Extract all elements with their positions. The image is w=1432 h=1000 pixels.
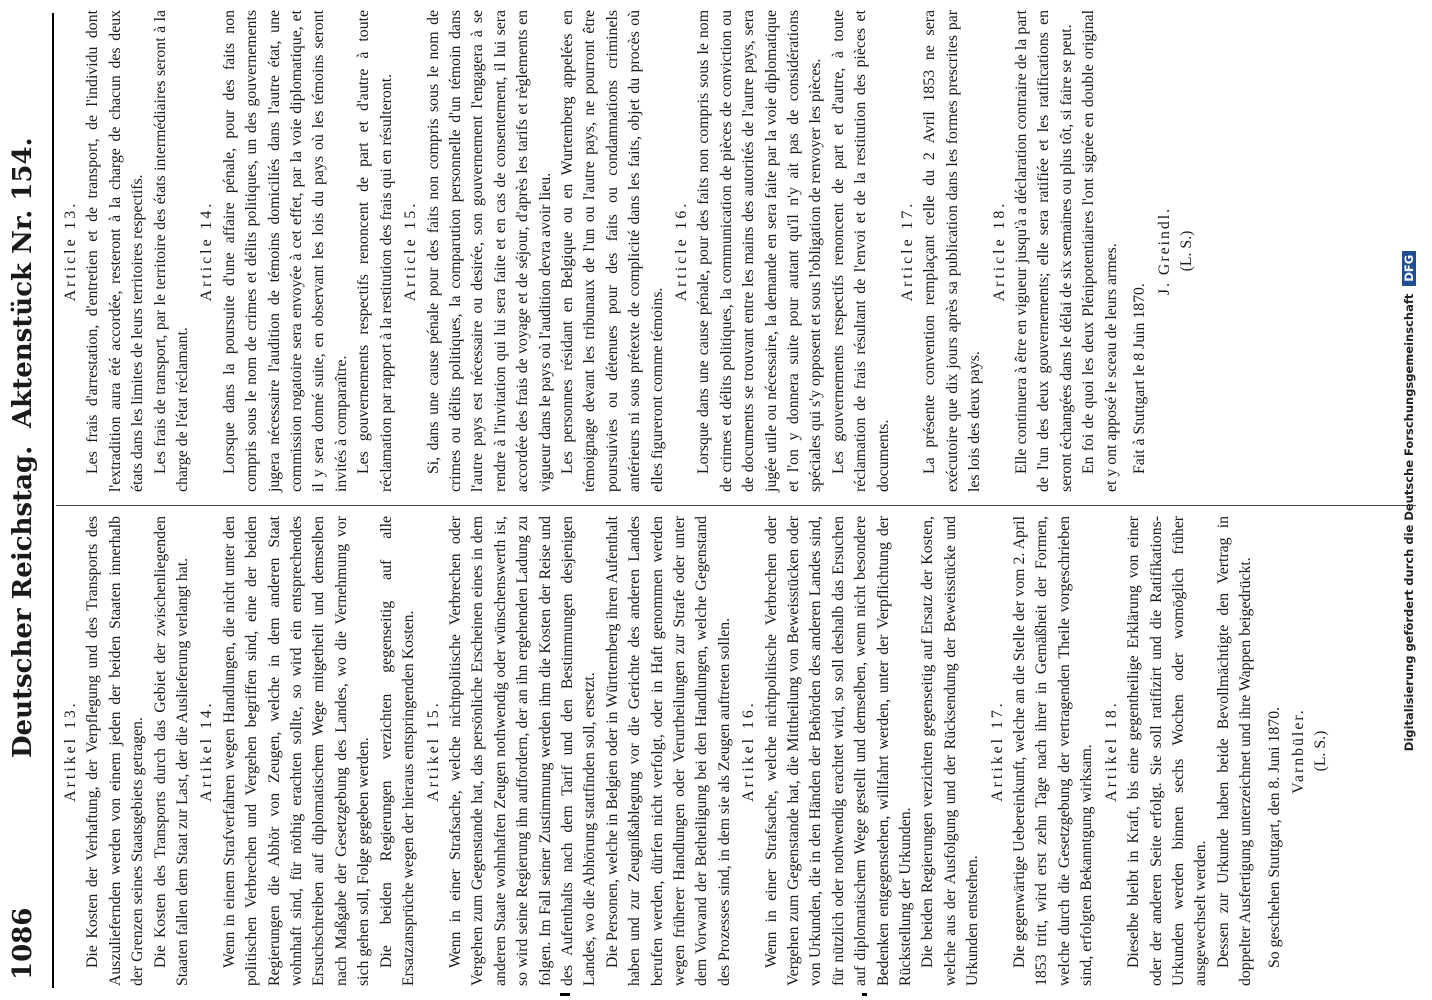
article-heading: Artikel 15. xyxy=(424,700,442,802)
seal-mark: (L. S.) xyxy=(1177,230,1195,272)
article-paragraph: Die beiden Regierungen verzichten gegenseitig auf alle Ersatzansprüche wegen der hieraus entspringenden Kosten. xyxy=(377,516,418,986)
article-paragraph: Les gouvernements respectifs renoncent de part et d'autre à toute réclamation par rapport à la restitution des frais qui en résulteront. xyxy=(355,10,395,492)
funding-note: Digitalisierung gefördert durch die Deutsche Forschungsgemeinschaft xyxy=(1402,293,1416,752)
article-paragraph: Wenn in einer Strafsache, welche nichtpolitische Verbrechen oder Vergehen zum Gegenstande hat, das persönliche Erscheinen eines in dem anderen Staate wohnhaften Zeugen nothwendig oder wünschenswerth ist, so wird seine Regierung ihn auffordern, der an ihn ergehenden Ladung zu folgen. Im Fall seiner Zustimmung werden ihm die Kosten der Reise und des Aufenthalts nach dem Tarif und den Bestimmungen desjenigen Landes, wo die Abhörung stattfinden soll, ersetzt. xyxy=(446,516,599,986)
article-block xyxy=(60,10,194,492)
article-paragraph: Die Kosten des Transports durch das Gebiet der zwischenliegenden Staaten fallen dem Staat zur Last, der die Auslieferung verlangt hat. xyxy=(151,516,192,986)
running-title-german: Deutscher Reichstag. xyxy=(8,445,38,758)
article-block xyxy=(738,516,984,986)
page-header xyxy=(0,13,54,988)
french-text-column xyxy=(58,10,1198,492)
article-paragraph: Les personnes résidant en Belgique ou en Wurtemberg appelées en témoignage devant les tribunaux de l'un ou l'autre pays, ne pourront être poursuivies ou détenues pour des faits ou condamnations criminels antérieurs ni sous prétexte de complicité dans les faits, objet du procès où elles figureront comme témoins. xyxy=(558,10,666,492)
article-block xyxy=(987,516,1099,986)
article-block xyxy=(897,10,987,492)
article-paragraph: Les gouvernements respectifs renoncent de part et d'autre, à toute réclamation de frais résultant de l'envoi et de la restitution des pièces et documents. xyxy=(829,10,892,492)
german-text-column xyxy=(58,516,1333,986)
article-paragraph: Die Kosten der Verhaftung, der Verpflegung und des Transports des Auszuliefernden werden von einem jeden der beiden Staaten innerhalb der Grenzen seines Staatsgebiets getragen. xyxy=(84,516,147,986)
scan-artifact xyxy=(862,993,867,996)
article-paragraph: Wenn in einer Strafsache, welche nichtpolitische Verbrechen oder Vergehen zum Gegenstande hat, die Mittheilung von Beweisstücken oder von Urkunden, die in den Händen der Behörden des anderen Landes sind, für nützlich oder nothwendig erachtet wird, so soll deshalb das Ersuchen auf diplomatischem Wege gestellt und demselben, wenn nicht besondere Bedenken entgegenstehen, willfahrt werden, unter der Verpflichtung der Rückstellung der Urkunden. xyxy=(762,516,915,986)
article-heading: Artikel 13. xyxy=(62,700,79,802)
article-paragraph: Dieselbe bleibt in Kraft, bis eine gegentheilige Erklärung von einer oder der anderen Seite erfolgt. Sie soll ratifizirt und die Ratifikations-Urkunden werden binnen sechs Wochen oder womöglich früher ausgewechselt werden. xyxy=(1125,516,1210,986)
article-block xyxy=(196,10,398,492)
seal-mark: (L. S.) xyxy=(1312,730,1330,772)
article-heading: Article 18. xyxy=(990,200,1008,302)
article-block xyxy=(423,516,737,986)
signature-place-date: Fait à Stuttgart le 8 Juin 1870. xyxy=(1131,283,1149,474)
article-paragraph: La présente convention remplaçant celle du 2 Avril 1853 ne sera exécutoire que dix jours après sa publication dans les formes prescrites par les lois des deux pays. xyxy=(921,10,984,492)
digitization-footer xyxy=(1402,16,1416,986)
article-paragraph: Die Personen, welche in Belgien oder in Württemberg ihren Aufenthalt haben und zur Zeugnißablegung vor die Gerichte des anderen Landes berufen werden, dürfen nicht verfolgt, oder in Haft genommen werden wegen früherer Handlungen oder Verurtheilungen zur Strafe oder unter dem Vorwand der Betheiligung bei den Handlungen, welche Gegenstand des Prozesses sind, in dem sie als Zeugen auftreten sollen. xyxy=(603,516,733,986)
scan-artifact xyxy=(560,993,570,996)
article-block xyxy=(196,516,420,986)
article-heading: Artikel 17. xyxy=(988,700,1006,802)
article-heading: Article 16. xyxy=(672,200,690,302)
article-heading: Article 13. xyxy=(62,200,79,302)
signatory-name: Varnbüler. xyxy=(1289,708,1307,794)
article-paragraph: Wenn in einem Strafverfahren wegen Handlungen, die nicht unter den politischen Verbrechen und Vergehen begriffen sind, eine der beiden Regierungen die Abhör von Zeugen, welche in dem anderen Staat wohnhaft sind, für nöthig erachten sollte, so wird ein entsprechendes Ersuchschreiben auf diplomatischem Wege mitgetheilt und demselben nach Maßgabe der Gesetzgebung des Landes, wo die Vernehmung vor sich gehen soll, Folge gegeben werden. xyxy=(220,516,373,986)
article-paragraph: Les frais de transport, par le territoire des états intermédiaires seront à la charge de l'état réclamant. xyxy=(151,10,192,492)
signatory-name: J. Greindl. xyxy=(1155,206,1173,296)
article-paragraph: Elle continuera à être en vigueur jusqu'à a déclaration contraire de la part de l'un des deux gouvernements; elle sera ratifiée et les ratifications en seront échangées dans le délai de six semaines ou plus tôt, si faire se peut. xyxy=(1013,10,1075,492)
article-block xyxy=(989,10,1123,492)
running-title-document-number: Aktenstück Nr. 154. xyxy=(8,137,38,428)
article-paragraph: Les frais d'arrestation, d'entretien et de transport, de l'individu dont l'extradition aura été accordée, resteront à la charge de chacun des deux états dans les limites de leurs territoires respectifs. xyxy=(84,10,147,492)
article-block xyxy=(60,516,194,986)
article-block xyxy=(400,10,669,492)
article-paragraph: Die gegenwärtige Uebereinkunft, welche an die Stelle der vom 2. April 1853 tritt, wird erst zehn Tage nach ihrer in Gemäßheit der Formen, welche durch die Gesetzgebung der vertragenden Theile vorgeschrieben sind, erfolgten Bekanntgung wirksam. xyxy=(1011,516,1096,986)
article-heading: Article 14. xyxy=(198,200,216,302)
article-heading: Article 15. xyxy=(402,200,420,302)
article-paragraph: Lorsque dans une cause pénale, pour des faits non compris sous le nom de crimes et délits politiques, la communication de pièces de conviction ou de documents se trouvant entre les mains des autorités de l'autre pays, sera jugée utile ou nécessaire, la demande en sera faite par la voie diplomatique et l'on y donnera suite pour autant qu'il n'y ait pas de considérations spéciales qui s'y opposent et sous l'obligation de renvoyer les pièces. xyxy=(695,10,825,492)
article-heading: Artikel 14. xyxy=(198,700,216,802)
article-block xyxy=(671,10,895,492)
signature-place-date: So geschehen Stuttgart, den 8. Juni 1870. xyxy=(1265,706,1283,968)
dfg-logo: DFG xyxy=(1402,251,1416,286)
article-paragraph: Si, dans une cause pénale pour des faits non compris sous le nom de crimes ou délits politiques, la comparution personnelle d'un témoin dans l'autre pays est nécessaire ou desirée, son gouvernement l'engagera à se rendre à l'invitation qui lui sera faite et en cas de consentement, il lui sera accordée des frais de voyage et de séjour, d'après les tarifs et règlements en vigueur dans le pays où l'audition devra avoir lieu. xyxy=(424,10,554,492)
article-paragraph: En foi de quoi les deux Plénipotentiaires l'ont signée en double original et y ont apposé le sceau de leurs armes. xyxy=(1080,10,1120,492)
article-paragraph: Dessen zur Urkunde haben beide Bevollmächtigte den Vertrag in doppelter Ausfertigung unterzeichnet und ihre Wappen beigedrückt. xyxy=(1214,516,1255,986)
article-heading: Artikel 18. xyxy=(1102,700,1120,802)
article-paragraph: Die beiden Regierungen verzichten gegenseitig auf Ersatz der Kosten, welche aus der Ausfolgung und der Rücksendung der Beweisstücke und Urkunden entstehen. xyxy=(919,516,982,986)
article-heading: Artikel 16. xyxy=(740,700,758,802)
article-paragraph: Lorsque dans la poursuite d'une affaire pénale, pour des faits non compris sous le nom de crimes et délits politiques, un des gouvernements jugera nécessaire l'audition de témoins domiciliés dans l'autre état, une commission rogatoire sera envoyée à cet effet, par la voie diplomatique, et il y sera donné suite, en observant les lois du pays où les témoins seront invités à comparaître. xyxy=(220,10,350,492)
column-divider xyxy=(56,505,1416,506)
article-block xyxy=(1101,516,1258,986)
article-heading: Article 17. xyxy=(899,200,917,302)
page-number: 1086 xyxy=(8,907,38,980)
